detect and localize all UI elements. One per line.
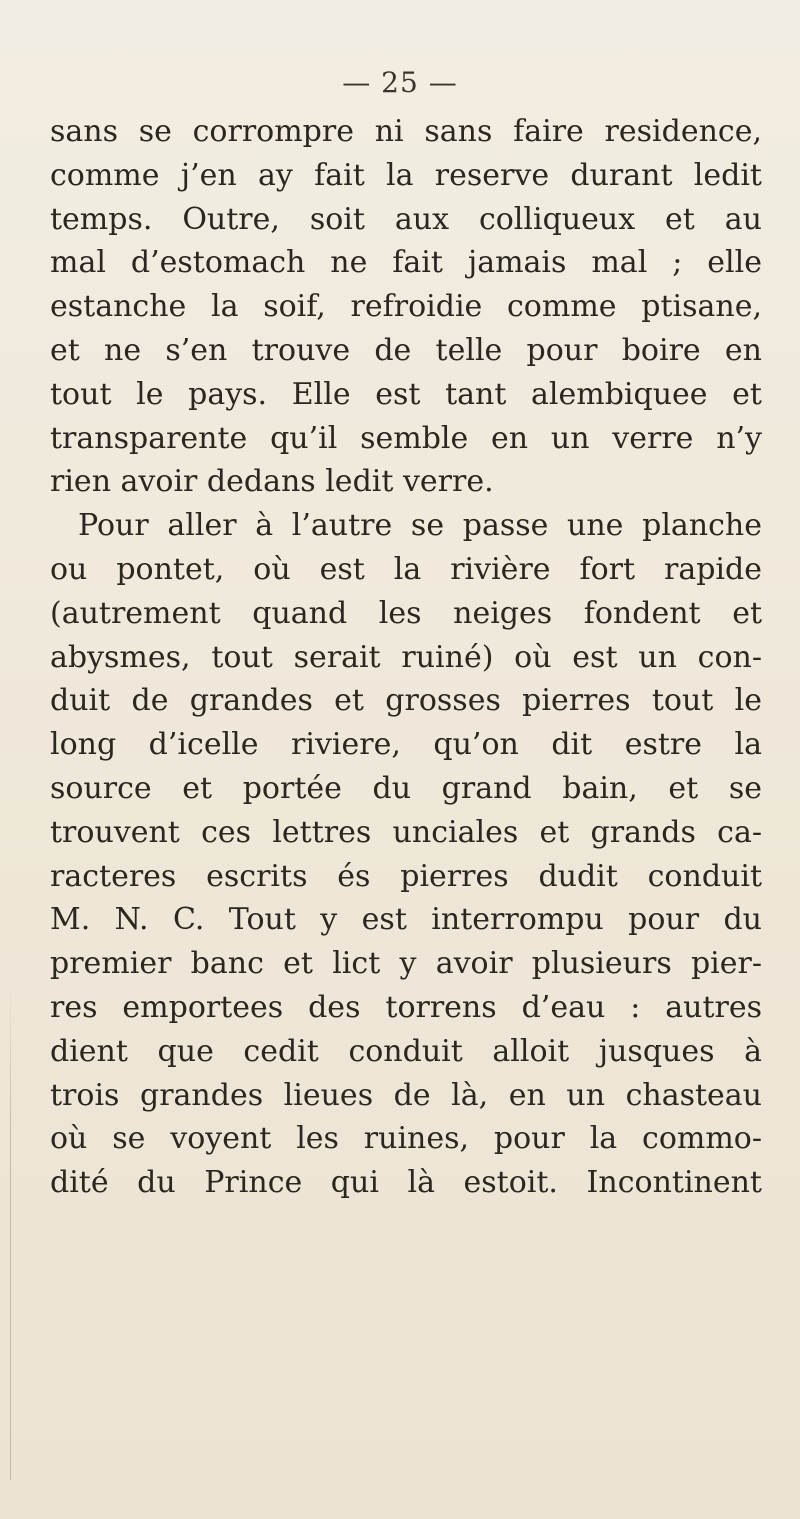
text-line: temps. Outre, soit aux colliqueux et au [50,201,762,237]
text-line: transparente qu’il semble en un verre n’y [50,420,762,456]
text-line: premier banc et lict y avoir plusieurs pier- [50,946,762,982]
text-line: source et portée du grand bain, et se [50,770,762,806]
text-line: res emportees des torrens d’eau : autres [50,989,762,1025]
text-line: trois grandes lieues de là, en un chasteau [50,1077,762,1113]
text-line: racteres escrits és pierres dudit conduit [50,858,762,894]
text-line: dient que cedit conduit alloit jusques à [50,1033,762,1069]
text-line: duit de grandes et grosses pierres tout le [50,683,762,719]
page-gutter-shadow [10,980,11,1480]
text-line: estanche la soif, refroidie comme ptisane, [50,289,762,325]
body-text [50,110,762,1205]
page-header [0,66,800,99]
text-line: M. N. C. Tout y est interrompu pour du [50,902,762,938]
text-line-paragraph-start: Pour aller à l’autre se passe une planche [78,508,762,544]
text-line: comme j’en ay fait la reserve durant ledit [50,157,762,193]
text-line: sans se corrompre ni sans faire residence, [50,114,762,149]
text-line: trouvent ces lettres unciales et grands ca- [50,814,762,850]
text-line: rien avoir dedans ledit verre. [50,464,494,500]
text-line: abysmes, tout serait ruiné) où est un con- [50,639,762,675]
text-line: mal d’estomach ne fait jamais mal ; elle [50,245,762,281]
page-number: — 25 — [342,66,458,99]
text-line: (autrement quand les neiges fondent et [50,595,762,631]
text-line: long d’icelle riviere, qu’on dit estre la [50,727,762,763]
text-line: et ne s’en trouve de telle pour boire en [50,332,762,368]
text-line: dité du Prince qui là estoit. Incontinent [50,1165,762,1201]
text-line: ou pontet, où est la rivière fort rapide [50,551,762,587]
text-line: où se voyent les ruines, pour la commo- [50,1121,762,1157]
text-line: tout le pays. Elle est tant alembiquee et [50,376,762,412]
